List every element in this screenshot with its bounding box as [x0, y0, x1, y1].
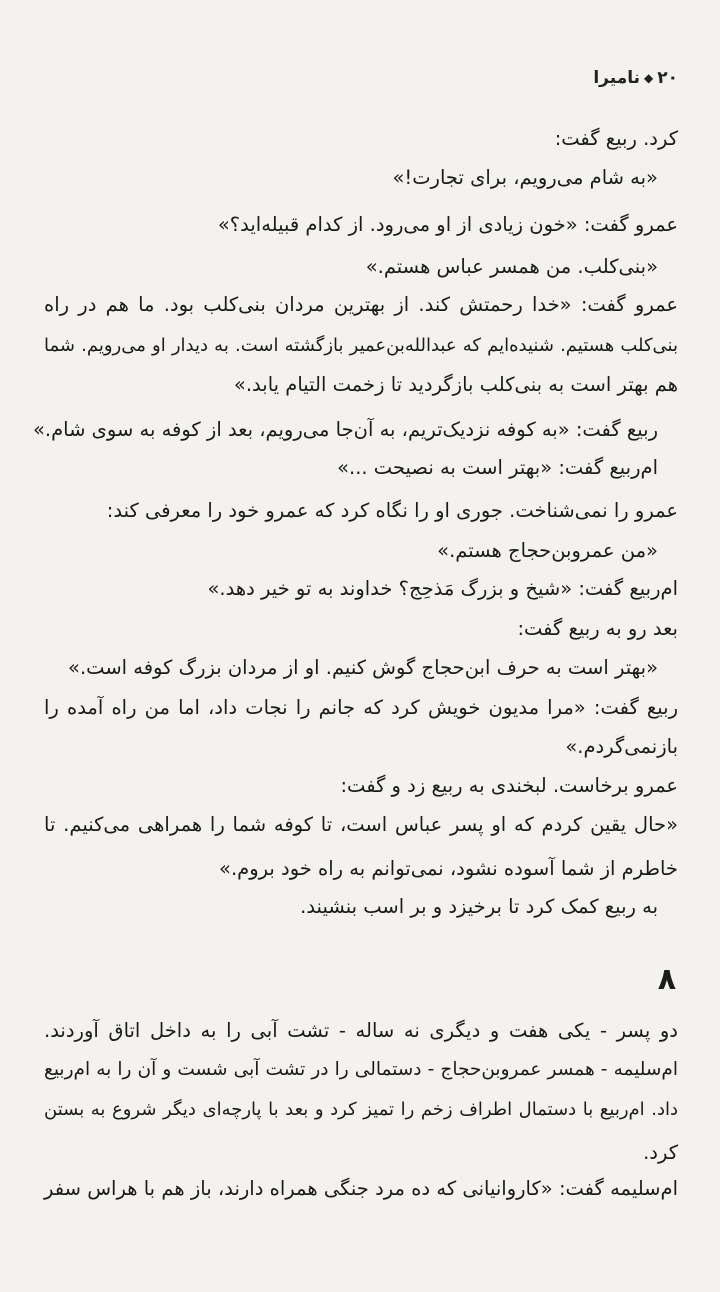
text-line: بازنمی‌گردم.»: [565, 735, 678, 758]
text-line: هم بهتر است به بنی‌کلب بازگردید تا زخمت التیام یابد.»: [233, 373, 678, 396]
text-line: «من عمروبن‌حجاج هستم.»: [437, 539, 658, 562]
text-line: کرد.: [643, 1141, 678, 1164]
book-title: نامیرا: [593, 68, 640, 88]
text-line: خاطرم از شما آسوده نشود، نمی‌توانم به راه خود بروم.»: [219, 857, 678, 880]
text-line: کرد. ربیع گفت:: [554, 127, 678, 150]
text-line: عمرو را نمی‌شناخت. جوری او را نگاه کرد که عمرو خود را معرفی کند:: [106, 499, 678, 522]
page-number: ۲۰: [657, 68, 678, 88]
text-line: ام‌ربیع گفت: «بهتر است به نصیحت ...»: [337, 456, 658, 479]
text-line: «بنی‌کلب. من همسر عباس هستم.»: [365, 255, 658, 278]
text-line: «حال یقین کردم که او پسر عباس است، تا کوفه شما را همراهی می‌کنیم. تا: [44, 813, 678, 836]
text-line: دو پسر - یکی هفت و دیگری نه ساله - تشت آبی را به داخل اتاق آوردند.: [44, 1019, 678, 1042]
text-line: «به شام می‌رویم، برای تجارت!»: [392, 166, 658, 189]
text-line: عمرو گفت: «خدا رحمتش کند. از بهترین مردان بنی‌کلب بود. ما هم در راه: [44, 293, 678, 316]
text-line: عمرو برخاست. لبخندی به ربیع زد و گفت:: [340, 774, 678, 797]
text-line: بعد رو به ربیع گفت:: [517, 617, 678, 640]
text-line: ام‌ربیع گفت: «شیخ و بزرگ مَذحِج؟ خداوند به تو خیر دهد.»: [207, 577, 678, 600]
section-number: ۸: [657, 962, 676, 997]
text-line: ربیع گفت: «به کوفه نزدیک‌تریم، به آن‌جا می‌رویم، بعد از کوفه به سوی شام.»: [32, 418, 658, 441]
text-line: داد. ام‌ربیع با دستمال اطراف زخم را تمیز کرد و بعد با پارچه‌ای دیگر شروع به بستن: [44, 1099, 678, 1120]
text-line: «بهتر است به حرف ابن‌حجاج گوش کنیم. او از مردان بزرگ کوفه است.»: [68, 656, 658, 679]
text-line: ام‌سلیمه - همسر عمروبن‌حجاج - دستمالی را در تشت آبی شست و آن را به ام‌ربیع: [44, 1059, 678, 1080]
text-line: عمرو گفت: «خون زیادی از او می‌رود. از کدام قبیله‌اید؟»: [217, 213, 678, 236]
text-line: ام‌سلیمه گفت: «کاروانیانی که ده مرد جنگی همراه دارند، باز هم با هراس سفر: [44, 1177, 678, 1200]
running-header: [593, 68, 678, 88]
diamond-icon: ◆: [644, 71, 654, 85]
text-line: ربیع گفت: «مرا مدیون خویش کرد که جانم را نجات داد، اما من راه آمده را: [44, 696, 678, 719]
text-line: بنی‌کلب هستیم. شنیده‌ایم که عبدالله‌بن‌عمیر بازگشته است. به دیدار او می‌رویم. شما: [44, 335, 678, 356]
text-line: به ربیع کمک کرد تا برخیزد و بر اسب بنشیند.: [300, 895, 658, 918]
